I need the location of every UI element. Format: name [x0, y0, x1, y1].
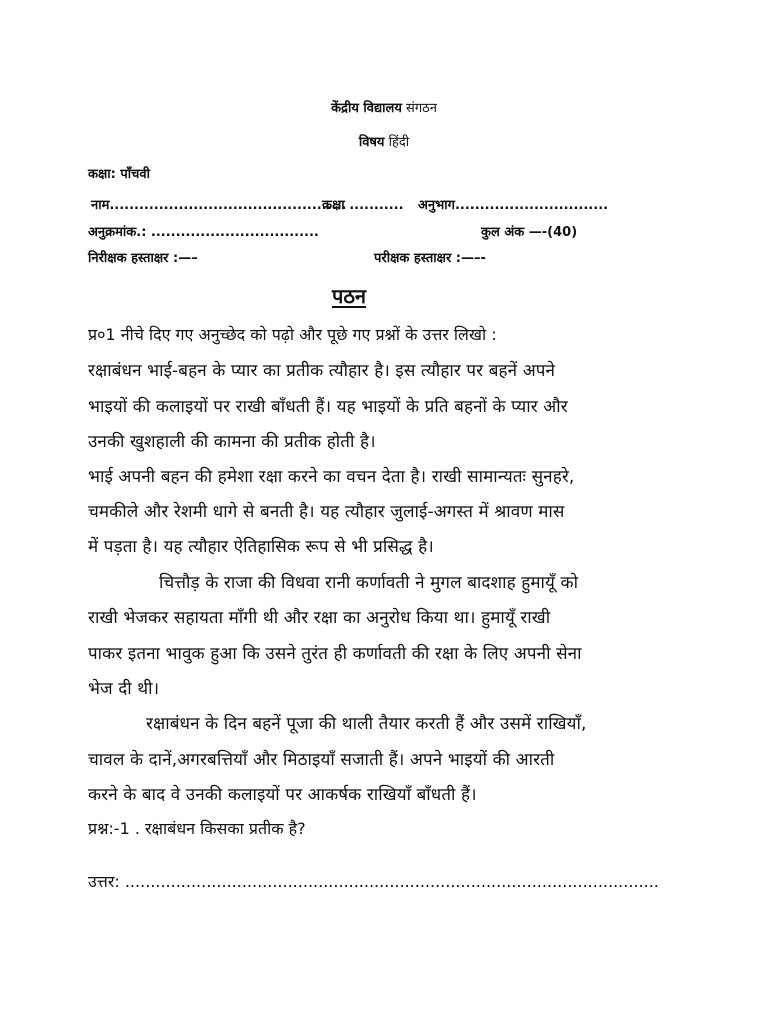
examiner-signature: परीक्षक हस्ताक्षर :—–-	[374, 251, 486, 266]
organization-heading	[0, 98, 768, 116]
section-title-wrap	[0, 282, 733, 309]
subject-label: विषय	[358, 135, 385, 150]
question-1: प्रश्न:-1 . रक्षाबंधन किसका प्रतीक है?	[88, 819, 306, 838]
total-marks-label: कुल अंक	[481, 225, 525, 240]
passage-line: भाइयों की कलाइयों पर राखी बाँधती हैं। यह भाइयों के प्रति बहनों के प्यार और	[88, 397, 568, 417]
class-field: कक्षा ...........	[322, 198, 404, 213]
passage-line: में पड़ता है। यह त्यौहार ऐतिहासिक रूप से भी प्रसिद्ध है।	[88, 537, 434, 557]
passage-line: भाई अपनी बहन की हमेशा रक्षा करने का वचन देता है। राखी सामान्यतः सुनहरे,	[88, 467, 575, 487]
section-title: पठन	[331, 284, 367, 308]
question-instruction: प्र०1 नीचे दिए गए अनुच्छेद को पढ़ो और पूछे गए प्रश्नों के उत्तर लिखो :	[88, 325, 497, 344]
subject-name: हिंदी	[388, 135, 410, 150]
organization-name: केंद्रीय विद्यालय	[331, 101, 402, 116]
passage-line: उनकी खुशहाली की कामना की प्रतीक होती है।	[88, 432, 376, 452]
total-marks	[481, 222, 577, 240]
organization-suffix: संगठन	[406, 101, 437, 116]
section-field: अनुभाग...............................	[418, 198, 609, 213]
passage-line: करने के बाद वे उनकी कलाइयों पर आकर्षक राखियाँ बाँधती हैं।	[88, 785, 477, 805]
class-line: कक्षा: पाँचवी	[88, 167, 150, 182]
passage-line: राखी भेजकर सहायता माँगी थी और रक्षा का अनुरोध किया था। हुमायूँ राखी	[88, 608, 551, 628]
name-field: नाम................................................	[91, 198, 347, 213]
roll-number-field: अनुक्रमांक.: ..................................	[88, 225, 319, 240]
subject-heading	[0, 132, 768, 150]
passage-line: पाकर इतना भावुक हुआ कि उसने तुरंत ही कर्णावती की रक्षा के लिए अपनी सेना	[88, 644, 582, 664]
total-marks-value: —-(40)	[528, 225, 578, 240]
passage-line: चित्तौड़ के राजा की विधवा रानी कर्णावती ने मुगल बादशाह हुमायूँ को	[159, 573, 579, 593]
passage-line: चावल के दानें,अगरबत्तियाँ और मिठाइयाँ सजाती हैं। अपने भाइयों की आरती	[88, 750, 555, 770]
passage-line: चमकीले और रेशमी धागे से बनती है। यह त्यौहार जुलाई-अगस्त में श्रावण मास	[88, 502, 565, 522]
passage-line: रक्षाबंधन के दिन बहनें पूजा की थाली तैयार करती हैं और उसमें राखियाँ,	[146, 714, 587, 734]
passage-line: रक्षाबंधन भाई-बहन के प्यार का प्रतीक त्यौहार है। इस त्यौहार पर बहनें अपने	[88, 361, 556, 381]
answer-line[interactable]: उत्तर: .........................................................................................................	[88, 872, 659, 891]
invigilator-signature: निरीक्षक हस्ताक्षर :—–	[88, 251, 198, 266]
passage-line: भेज दी थी।	[88, 679, 160, 699]
